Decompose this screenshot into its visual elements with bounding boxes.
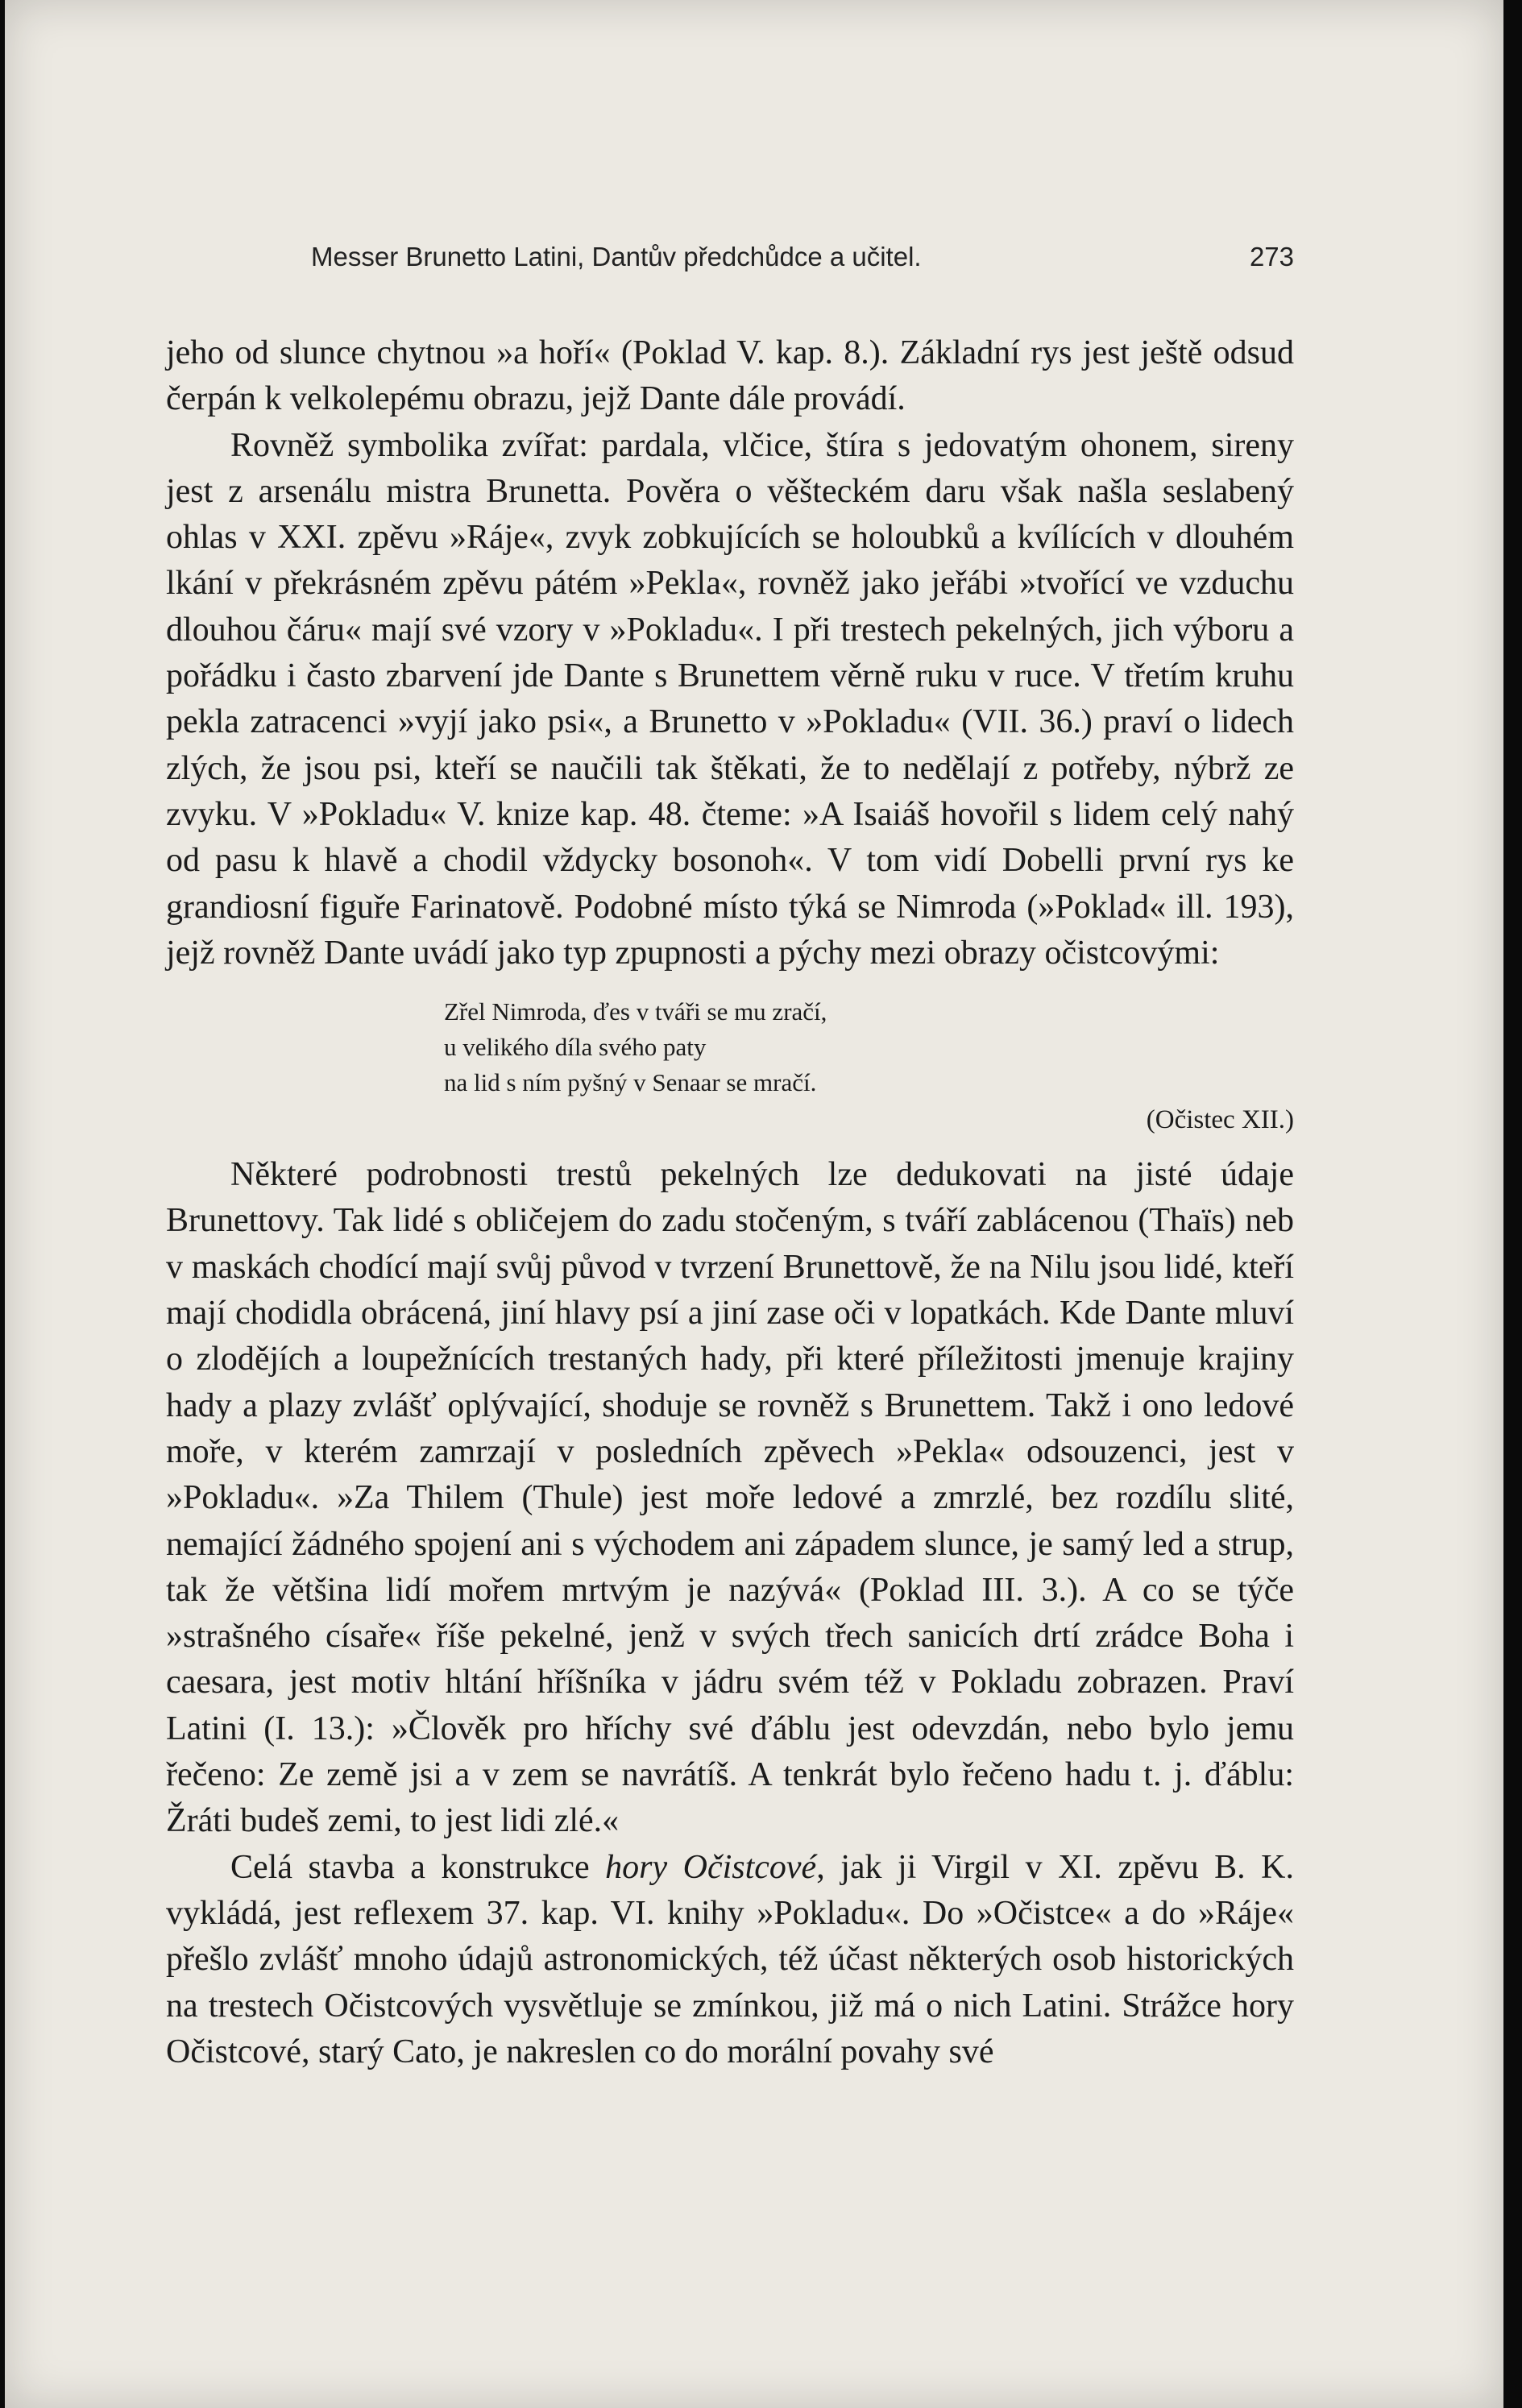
body-text — [166, 330, 1294, 2075]
paragraph-4 — [166, 1845, 1294, 2075]
paragraph-3: Některé podrobnosti trestů pekelných lze dedukovati na jisté údaje Brunettovy. Tak lidé s obličejem do zadu stočeným, s tváří zablácenou (Thaïs) neb v maskách chodící mají svůj původ v tvrzení Brunettově, že na Nilu jsou lidé, kteří mají chodidla obrácená, jiní hlavy psí a jiní zase oči v lopatkách. Kde Dante mluví o zlodějích a loupežnících trestaných hady, při které příležitosti jmenuje krajiny hady a plazy zvlášť oplývající, shoduje se rovněž s Brunettem. Takž i ono ledové moře, v kterém zamrzají v posledních zpěvech »Pekla« odsouzenci, jest v »Pokladu«. »Za Thilem (Thule) jest moře ledové a zmrzlé, bez rozdílu slité, nemající žádného spojení ani s východem ani západem slunce, je samý led a strup, tak že většina lidí mořem mrtvým je nazývá« (Poklad III. 3.). A co se týče »strašného císaře« říše pekelné, jenž v svých třech sanicích drtí zrádce Boha i caesara, jest motiv hltání hříšníka v jádru svém též v Pokladu zobrazen. Praví Latini (I. 13.): »Člověk pro hříchy své ďáblu jest odevzdán, nebo bylo jemu řečeno: Ze země jsi a v zem se navrátíš. A tenkrát bylo řečeno hadu t. j. ďáblu: Žráti budeš zemi, to jest lidi zlé.« — [166, 1156, 1294, 1840]
verse-line-2: u velikého díla svého paty — [444, 1033, 707, 1062]
paragraph-4-start: Celá stavba a konstrukce — [230, 1848, 606, 1886]
book-page — [5, 0, 1503, 2408]
running-title: Messer Brunetto Latini, Dantův předchůdce a učitel. — [311, 242, 922, 271]
running-header — [166, 242, 1294, 290]
page-number: 273 — [1249, 242, 1294, 271]
paragraph-4-rest: , jak ji Virgil v XI. zpěvu B. K. vykládá, jest reflexem 37. kap. VI. knihy »Pokladu«. Do »Očistce« a do »Ráje« přešlo zvlášť mnoho údajů astronomických, též účast některých osob historických na trestech Očistcových vysvětluje se zmínkou, již má o nich Latini. Strážce hory Očistcové, starý Cato, je nakreslen co do morální povahy své — [166, 1848, 1294, 2070]
paragraph-2: Rovněž symbolika zvířat: pardala, vlčice, štíra s jedovatým ohonem, sireny jest z arsenálu mistra Brunetta. Pověra o věšteckém daru však našla seslabený ohlas v XXI. zpěvu »Ráje«, zvyk zobkujících se holoubků a kvílících v dlouhém lkání v překrásném zpěvu pátém »Pekla«, rovněž jako jeřábi »tvořící ve vzduchu dlouhou čáru« mají své vzory v »Pokladu«. I při trestech pekelných, jich výboru a pořádku i často zbarvení jde Dante s Brunettem věrně ruku v ruce. V třetím kruhu pekla zatracenci »vyjí jako psi«, a Brunetto v »Pokladu« (VII. 36.) praví o lidech zlých, že jsou psi, kteří se naučili tak štěkati, že to nedělají z potřeby, nýbrž ze zvyku. V »Pokladu« V. knize kap. 48. čteme: »A Isaiáš hovořil s lidem celý nahý od pasu k hlavě a chodil vždycky bosonoh«. V tom vidí Dobelli první rys ke grandiosní figuře Farinatově. Podobné místo týká se Nimroda (»Poklad« ill. 193), jejž rovněž Dante uvádí jako typ zpupnosti a pýchy mezi obrazy očistcovými: — [166, 426, 1294, 972]
paragraph-1: jeho od slunce chytnou »a hoří« (Poklad V. kap. 8.). Základní rys jest ještě odsud čerpán k velkolepému obrazu, jejž Dante dále provádí. — [166, 334, 1294, 418]
verse-quote — [444, 994, 1294, 1138]
paragraph-4-italic: hory Očistcové — [605, 1848, 817, 1886]
verse-line-1: Zřel Nimroda, ďes v tváři se mu zračí, — [444, 997, 827, 1026]
text-block — [166, 242, 1294, 2075]
verse-source: (Očistec XII.) — [1146, 1105, 1294, 1135]
verse-line-3: na lid s ním pyšný v Senaar se mračí. — [444, 1068, 817, 1097]
